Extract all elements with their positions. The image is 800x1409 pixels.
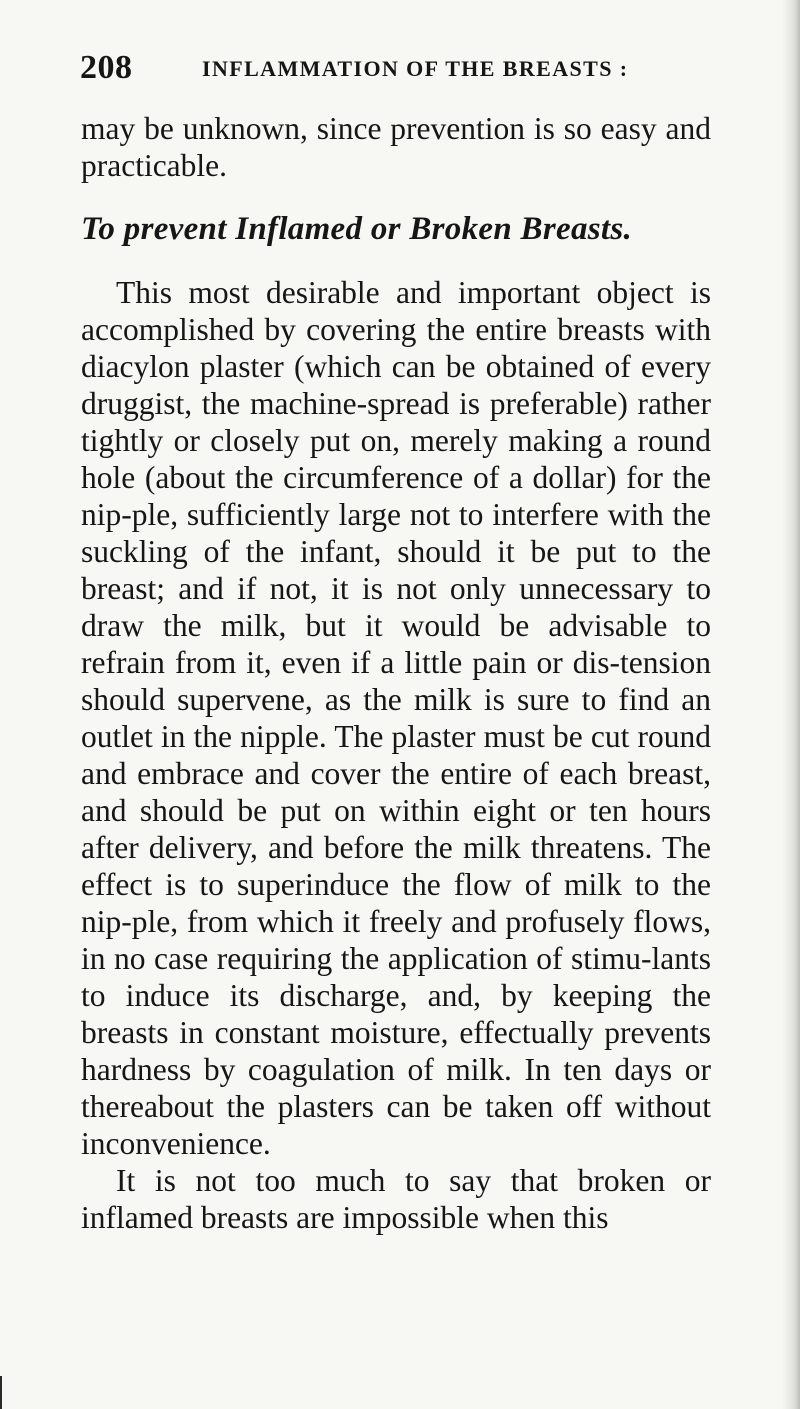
running-head: INFLAMMATION OF THE BREASTS : (202, 56, 629, 81)
page-header (80, 48, 670, 88)
paragraph: It is not too much to say that broken or inflamed breasts are impossible when this (81, 1163, 711, 1235)
page-edge-shadow (782, 0, 800, 1409)
paragraph: This most desirable and important object is accomplished by covering the entire breasts with diacylon plaster (which can be obtained of every druggist, the machine-spread is preferable) rather tightly or closely put on, merely making a round hole (about the circumference of a dollar) for the nip-ple, sufficiently large not to interfere with the suckling of the infant, should it be put to the breast; and if not, it is not only unnecessary to draw the milk, but it would be advisable to refrain from it, even if a little pain or dis-tension should supervene, as the milk is sure to find an outlet in the nipple. The plaster must be cut round and embrace and cover the entire of each breast, and should be put on within eight or ten hours after delivery, and before the milk threatens. The effect is to superinduce the flow of milk to the nip-ple, from which it freely and profusely flows, in no case requiring the application of stimu-lants to induce its discharge, and, by keeping the breasts in constant moisture, effectually prevents hardness by coagulation of milk. In ten days or thereabout the plasters can be taken off without inconvenience. (81, 275, 711, 1161)
continued-paragraph: may be unknown, since prevention is so easy and practicable. (81, 111, 711, 183)
page-number: 208 (80, 49, 133, 86)
section-heading: To prevent Inflamed or Broken Breasts. (81, 211, 633, 247)
scan-edge-mark (0, 1376, 2, 1409)
body-text (81, 110, 711, 1236)
